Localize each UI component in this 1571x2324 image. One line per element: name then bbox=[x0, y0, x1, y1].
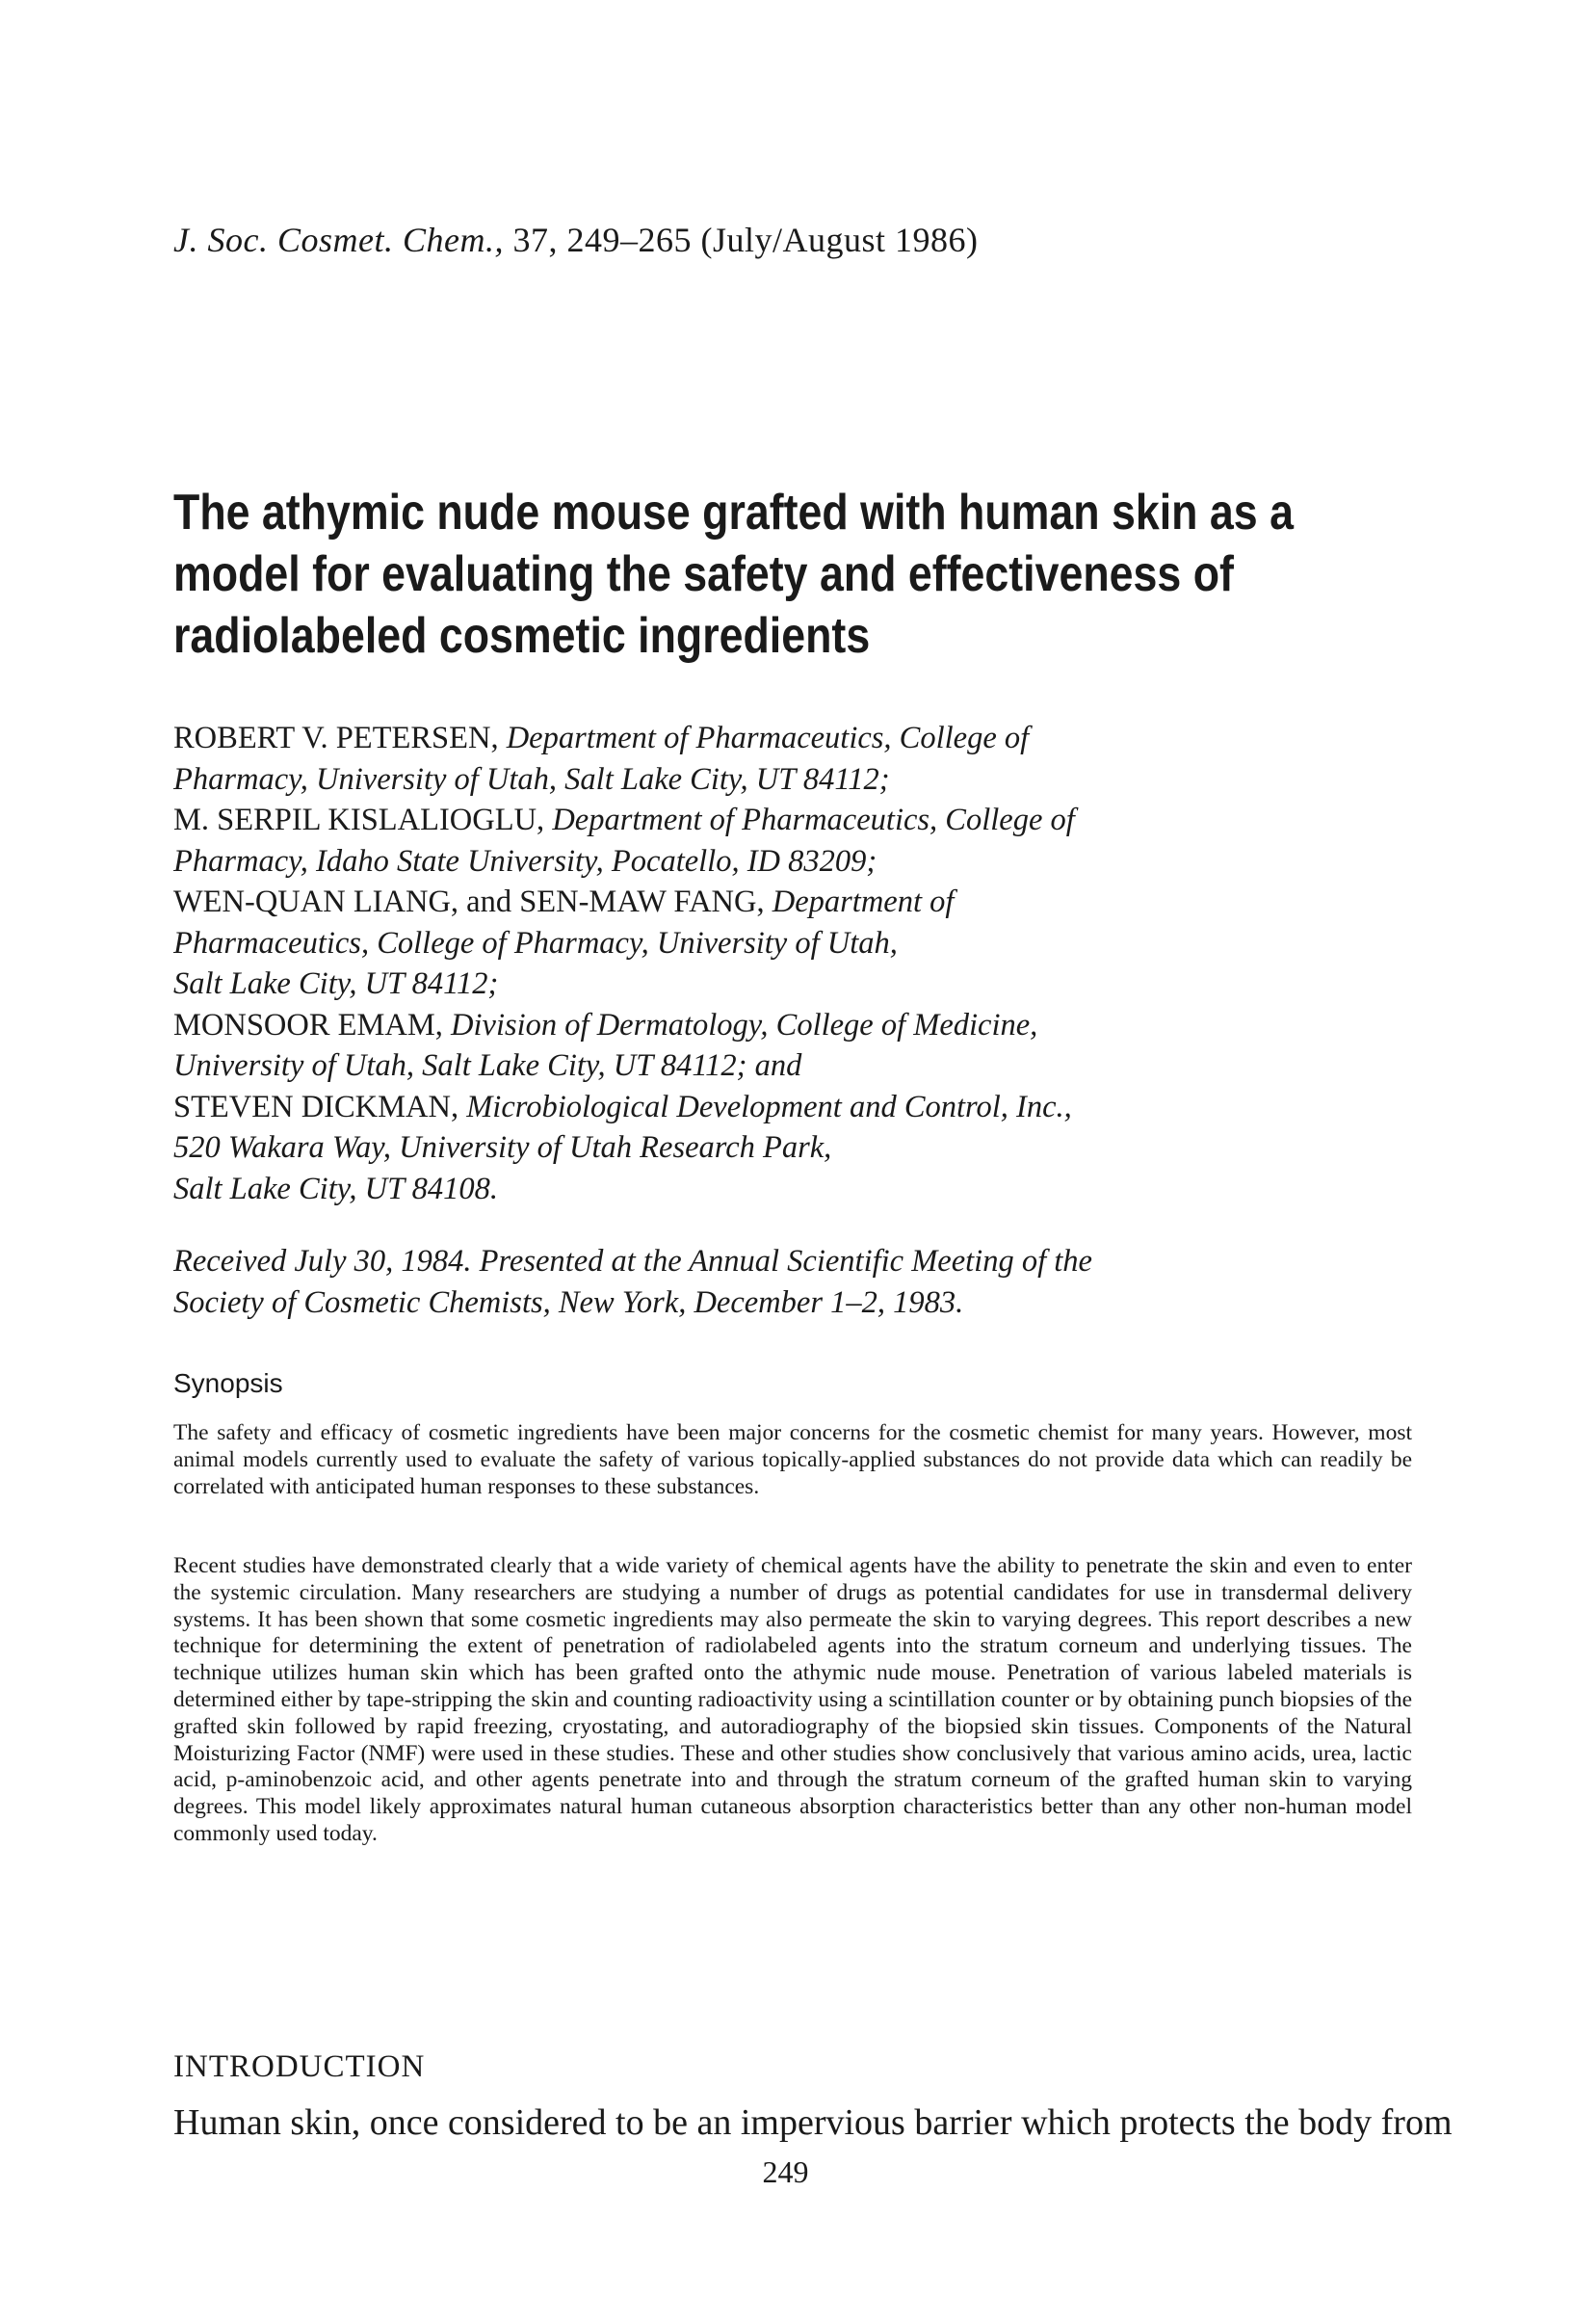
author-affiliation: 520 Wakara Way, University of Utah Research Park, bbox=[173, 1130, 832, 1165]
author-affiliation: Department of Pharmaceutics, College of bbox=[552, 803, 1075, 837]
received-line: Received July 30, 1984. Presented at the Annual Scientific Meeting of the bbox=[173, 1244, 1092, 1279]
author-affiliation: Microbiological Development and Control, Inc., bbox=[466, 1089, 1072, 1124]
synopsis-heading: Synopsis bbox=[173, 1368, 283, 1398]
author-affiliation: Department of Pharmaceutics, College of bbox=[506, 721, 1030, 755]
synopsis-paragraph: The safety and efficacy of cosmetic ingredients have been major concerns for the cosmetic chemist for many years. However, most animal models currently used to evaluate the safety of various topically-applied substances do not provide data which can readily be correlated with anticipated human responses to these substances. bbox=[173, 1420, 1412, 1499]
author-line bbox=[173, 718, 1426, 759]
author-affiliation: Pharmacy, University of Utah, Salt Lake City, UT 84112; bbox=[173, 761, 890, 797]
author-line bbox=[173, 923, 1426, 964]
author-name: MONSOOR EMAM, bbox=[173, 1007, 443, 1043]
journal-name: J. Soc. Cosmet. Chem., bbox=[173, 221, 504, 259]
received-note bbox=[173, 1241, 1426, 1323]
author-name: WEN-QUAN LIANG, and SEN-MAW FANG, bbox=[173, 885, 765, 919]
author-affiliation: Department of bbox=[772, 885, 955, 919]
author-line bbox=[173, 800, 1426, 841]
author-line bbox=[173, 841, 1426, 883]
introduction-heading: INTRODUCTION bbox=[173, 2049, 426, 2084]
author-affiliation: University of Utah, Salt Lake City, UT 84112; and bbox=[173, 1048, 802, 1083]
author-line bbox=[173, 1169, 1426, 1210]
article-title: The athymic nude mouse grafted with human skin as a model for evaluating the safety and effectiveness of radiolabeled cosmetic ingredients bbox=[173, 485, 1294, 664]
introduction-first-line: Human skin, once considered to be an impervious barrier which protects the body from bbox=[173, 2102, 1453, 2143]
received-line: Society of Cosmetic Chemists, New York, December 1–2, 1983. bbox=[173, 1284, 964, 1320]
author-affiliation: Division of Dermatology, College of Medicine, bbox=[451, 1007, 1038, 1043]
synopsis-paragraph: Recent studies have demonstrated clearly that a wide variety of chemical agents have the ability to penetrate the skin and even to enter the systemic circulation. Many researchers are studying a number of drugs as potential candidates for use in transdermal delivery systems. It has been shown that some cosmetic ingredients may also permeate the skin to varying degrees. This report describes a new technique for determining the extent of penetration of radiolabeled agents into the stratum corneum and underlying tissues. The technique utilizes human skin which has been grafted onto the athymic nude mouse. Penetration of various labeled materials is determined either by tape-stripping the skin and counting radioactivity using a scintillation counter or by obtaining punch biopsies of the grafted skin followed by rapid freezing, cryostating, and autoradiography of the biopsied skin tissues. Components of the Natural Moisturizing Factor (NMF) were used in these studies. These and other studies show conclusively that various amino acids, urea, lactic acid, p-aminobenzoic acid, and other agents penetrate into and through the stratum corneum of the grafted human skin to varying degrees. This model likely approximates natural human cutaneous absorption characteristics better than any other non-human model commonly used today. bbox=[173, 1553, 1412, 1846]
citation-details: 37, 249–265 (July/August 1986) bbox=[512, 221, 979, 259]
author-line bbox=[173, 1087, 1426, 1128]
page-number: 249 bbox=[762, 2154, 809, 2189]
author-affiliation: Pharmacy, Idaho State University, Pocatello, ID 83209; bbox=[173, 843, 877, 879]
author-line bbox=[173, 1045, 1426, 1087]
author-name: ROBERT V. PETERSEN, bbox=[173, 721, 499, 755]
author-line bbox=[173, 759, 1426, 801]
author-affiliation: Pharmaceutics, College of Pharmacy, University of Utah, bbox=[173, 925, 898, 961]
journal-citation bbox=[173, 220, 978, 260]
author-line bbox=[173, 1005, 1426, 1046]
author-name: M. SERPIL KISLALIOGLU, bbox=[173, 803, 545, 837]
author-name: STEVEN DICKMAN, bbox=[173, 1089, 459, 1124]
author-affiliation: Salt Lake City, UT 84108. bbox=[173, 1171, 499, 1206]
author-affiliation: Salt Lake City, UT 84112; bbox=[173, 966, 499, 1001]
author-list bbox=[173, 718, 1426, 1209]
author-line bbox=[173, 964, 1426, 1005]
author-line bbox=[173, 882, 1426, 923]
author-line bbox=[173, 1127, 1426, 1169]
